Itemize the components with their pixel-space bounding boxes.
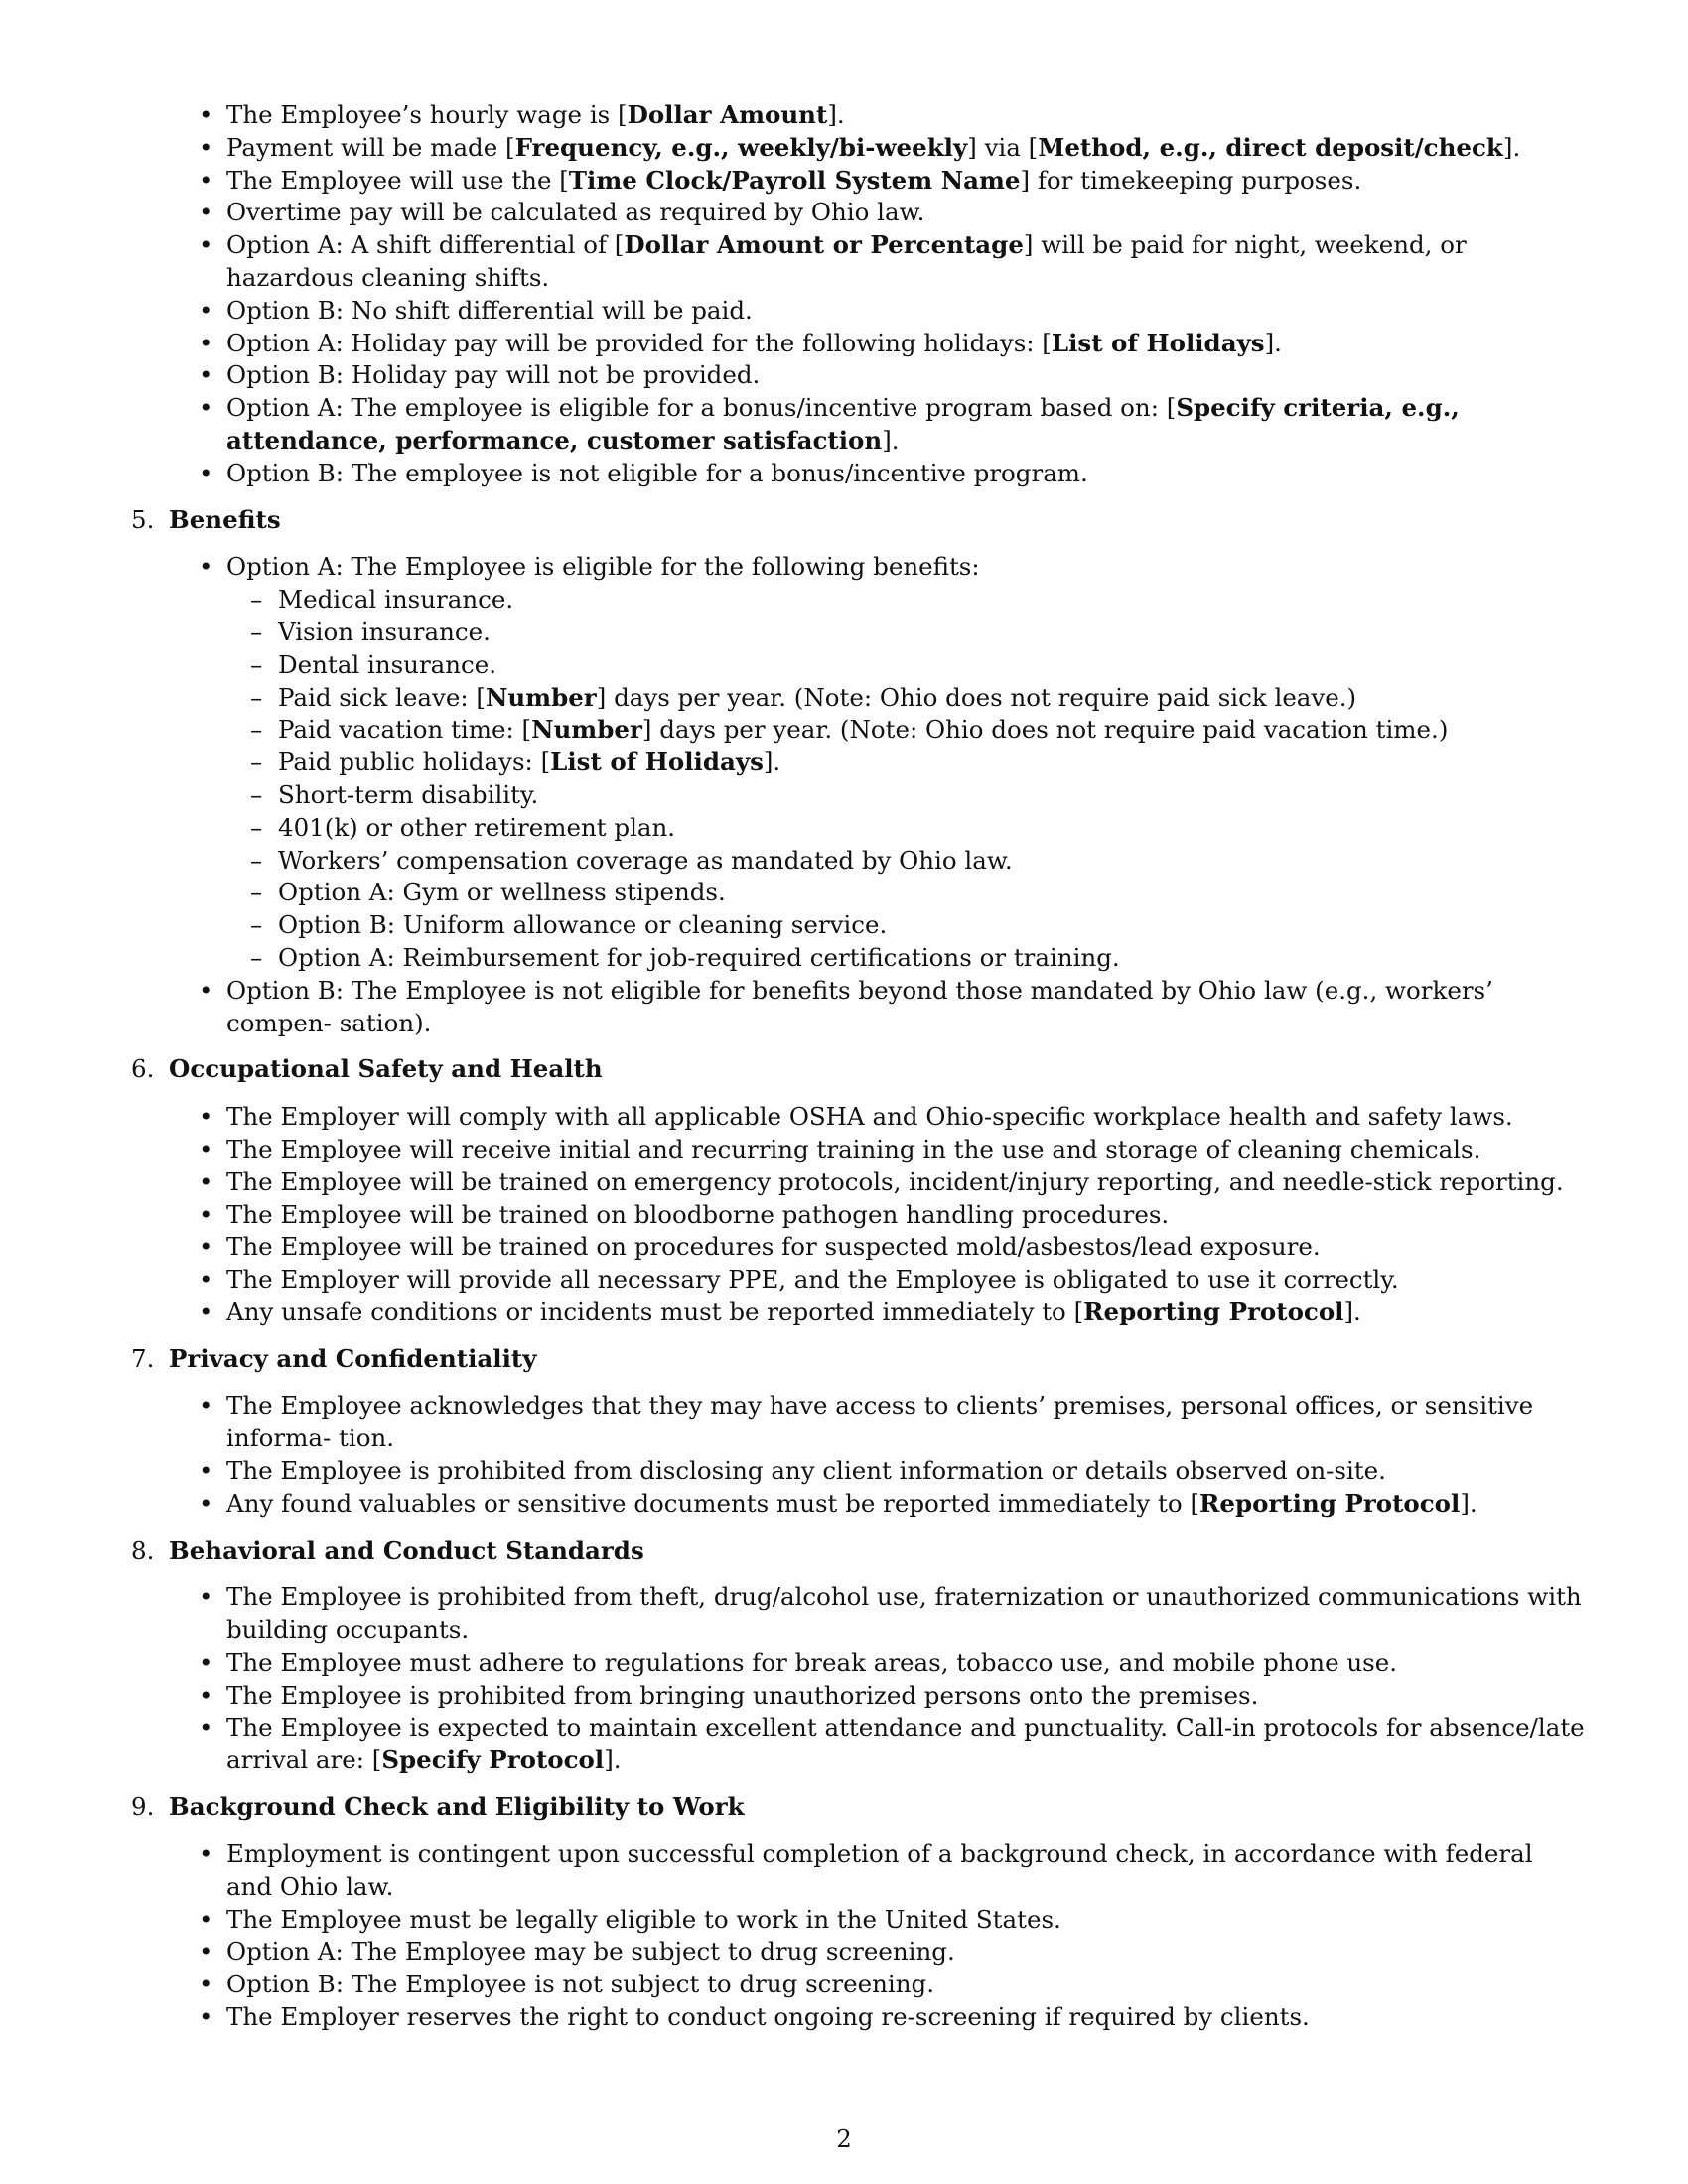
section-background-check [121,1791,1585,2034]
list-item: • Option B: The Employee is not eligible for benefits beyond those mandated by Ohio law (e.g., workers’ compen- sation). [121,975,1585,1040]
section-title: Occupational Safety and Health [169,1054,603,1084]
section-number: 5. [131,504,155,534]
list-item: • The Employee is prohibited from disclosing any client information or details observed on-site. [121,1455,1585,1488]
placeholder-field: Reporting Protocol [1083,1297,1344,1326]
list-item: • The Employee is prohibited from bringing unauthorized persons onto the premises. [121,1680,1585,1712]
list-item: • Option A: Holiday pay will be provided for the following holidays: [List of Holidays]. [121,328,1585,360]
list-item: • Option A: The Employee may be subject to drug screening. [121,1936,1585,1969]
sub-list-item: – Option A: Reimbursement for job-required certifications or training. [226,942,1585,975]
section-heading [121,1791,1585,1824]
list-item: • Option A: A shift differential of [Dollar Amount or Percentage] will be paid for night, weekend, or hazardous cleaning shifts. [121,229,1585,295]
sub-list-item: – Paid vacation time: [Number] days per year. (Note: Ohio does not require paid vacation time.) [226,714,1585,747]
list-item: • Option A: The employee is eligible for a bonus/incentive program based on: [Specify criteria, e.g., attendance, performance, customer satisfaction]. [121,392,1585,458]
sub-list-item: – Option B: Uniform allowance or cleaning service. [226,909,1585,942]
placeholder-field: Dollar Amount or Percentage [624,230,1024,260]
section-benefits [121,504,1585,1040]
sub-list-item: – Option A: Gym or wellness stipends. [226,877,1585,909]
list-item: • The Employee will receive initial and recurring training in the use and storage of cleaning chemicals. [121,1134,1585,1166]
sub-list-item: – 401(k) or other retirement plan. [226,812,1585,845]
section-heading [121,1535,1585,1568]
placeholder-field: Specify criteria, e.g., attendance, performance, customer satisfaction [226,393,1460,455]
safety-list [121,1101,1585,1329]
sub-list-item: – Short-term disability. [226,779,1585,812]
list-item: • Payment will be made [Frequency, e.g., weekly/bi-weekly] via [Method, e.g., direct deposit/check]. [121,132,1585,165]
placeholder-field: List of Holidays [550,748,764,777]
section-number: 6. [131,1054,155,1084]
section-title: Benefits [169,504,281,534]
placeholder-field: Number [531,715,642,745]
list-item: • Option B: No shift differential will be paid. [121,295,1585,328]
sub-list-item: – Paid public holidays: [List of Holidays]. [226,747,1585,779]
list-item: • Any found valuables or sensitive documents must be reported immediately to [Reporting Protocol]. [121,1488,1585,1521]
sub-list-item: – Medical insurance. [226,584,1585,616]
benefits-list [121,551,1585,1039]
list-item: • Option B: Holiday pay will not be provided. [121,359,1585,392]
placeholder-field: Specify Protocol [381,1745,605,1775]
privacy-list [121,1390,1585,1520]
section-heading [121,1053,1585,1086]
section-privacy [121,1343,1585,1521]
list-item: • The Employee will be trained on bloodborne pathogen handling procedures. [121,1199,1585,1232]
list-item: • The Employer will provide all necessary PPE, and the Employee is obligated to use it correctly. [121,1264,1585,1297]
sub-list-item: – Vision insurance. [226,616,1585,649]
list-item: • The Employee will be trained on procedures for suspected mold/asbestos/lead exposure. [121,1231,1585,1264]
section-heading [121,504,1585,537]
list-item: • Option A: The Employee is eligible for the following benefits: – Medical insurance. – Vision insurance. – Dental insurance. – Paid sick leave: [Number] days per year. (Note: Ohio does not require paid sick leave.) – Paid vacation time: [Number] days per year. (Note: Ohio does not require paid vacation time.) – Paid public holidays: [List of Holidays]. – Short-term disability. – 401(k) or other retirement plan. – Workers’ compensation coverage as mandated by Ohio law. – Option A: Gym or wellness stipends. – Option B: Uniform allowance or cleaning service. – Option A: Reimbursement for job-required certifications or training. [121,551,1585,974]
background-list [121,1839,1585,2034]
section-conduct [121,1535,1585,1778]
list-item: • The Employee is prohibited from theft, drug/alcohol use, fraternization or unauthorized communications with building occupants. [121,1581,1585,1647]
list-item: • The Employer reserves the right to conduct ongoing re-screening if required by clients. [121,2001,1585,2034]
list-item: • Option B: The Employee is not subject to drug screening. [121,1969,1585,2001]
placeholder-field: Reporting Protocol [1199,1488,1461,1518]
list-item: • The Employee will be trained on emergency protocols, incident/injury reporting, and needle-stick reporting. [121,1166,1585,1199]
placeholder-field: List of Holidays [1051,328,1265,357]
placeholder-field: Method, e.g., direct deposit/check [1038,132,1503,162]
compensation-list [121,99,1585,490]
list-item: • Any unsafe conditions or incidents must be reported immediately to [Reporting Protocol]. [121,1297,1585,1329]
placeholder-field: Time Clock/Payroll System Name [568,165,1021,195]
section-number: 9. [131,1792,155,1822]
section-safety [121,1053,1585,1328]
section-number: 8. [131,1535,155,1565]
list-item: • The Employee is expected to maintain excellent attendance and punctuality. Call-in protocols for absence/late arrival are: [Specify Protocol]. [121,1712,1585,1778]
list-item: • The Employee’s hourly wage is [Dollar Amount]. [121,99,1585,132]
list-item: • Employment is contingent upon successful completion of a background check, in accordance with federal and Ohio law. [121,1839,1585,1904]
list-item: • The Employee must be legally eligible to work in the United States. [121,1904,1585,1937]
section-number: 7. [131,1343,155,1373]
placeholder-field: Dollar Amount [627,100,828,129]
list-item: • Overtime pay will be calculated as required by Ohio law. [121,197,1585,229]
placeholder-field: Frequency, e.g., weekly/bi-weekly [514,132,968,162]
list-item: • The Employer will comply with all applicable OSHA and Ohio-specific workplace health and safety laws. [121,1101,1585,1134]
sub-list-item: – Paid sick leave: [Number] days per year. (Note: Ohio does not require paid sick leave.) [226,682,1585,715]
placeholder-field: Number [485,682,597,712]
page-number: 2 [836,2124,852,2153]
section-heading [121,1343,1585,1376]
section-title: Background Check and Eligibility to Work [169,1792,745,1822]
document-body [121,99,1585,2034]
sub-list-item: – Workers’ compensation coverage as mandated by Ohio law. [226,845,1585,878]
section-title: Behavioral and Conduct Standards [169,1535,644,1565]
section-title: Privacy and Confidentiality [169,1343,537,1373]
list-item: • The Employee will use the [Time Clock/Payroll System Name] for timekeeping purposes. [121,165,1585,198]
list-item: • The Employee acknowledges that they may have access to clients’ premises, personal offices, or sensitive informa- tion. [121,1390,1585,1455]
conduct-list [121,1581,1585,1777]
benefits-sublist [226,584,1585,975]
sub-list-item: – Dental insurance. [226,649,1585,682]
list-item: • The Employee must adhere to regulations for break areas, tobacco use, and mobile phone use. [121,1647,1585,1680]
list-item: • Option B: The employee is not eligible for a bonus/incentive program. [121,458,1585,490]
